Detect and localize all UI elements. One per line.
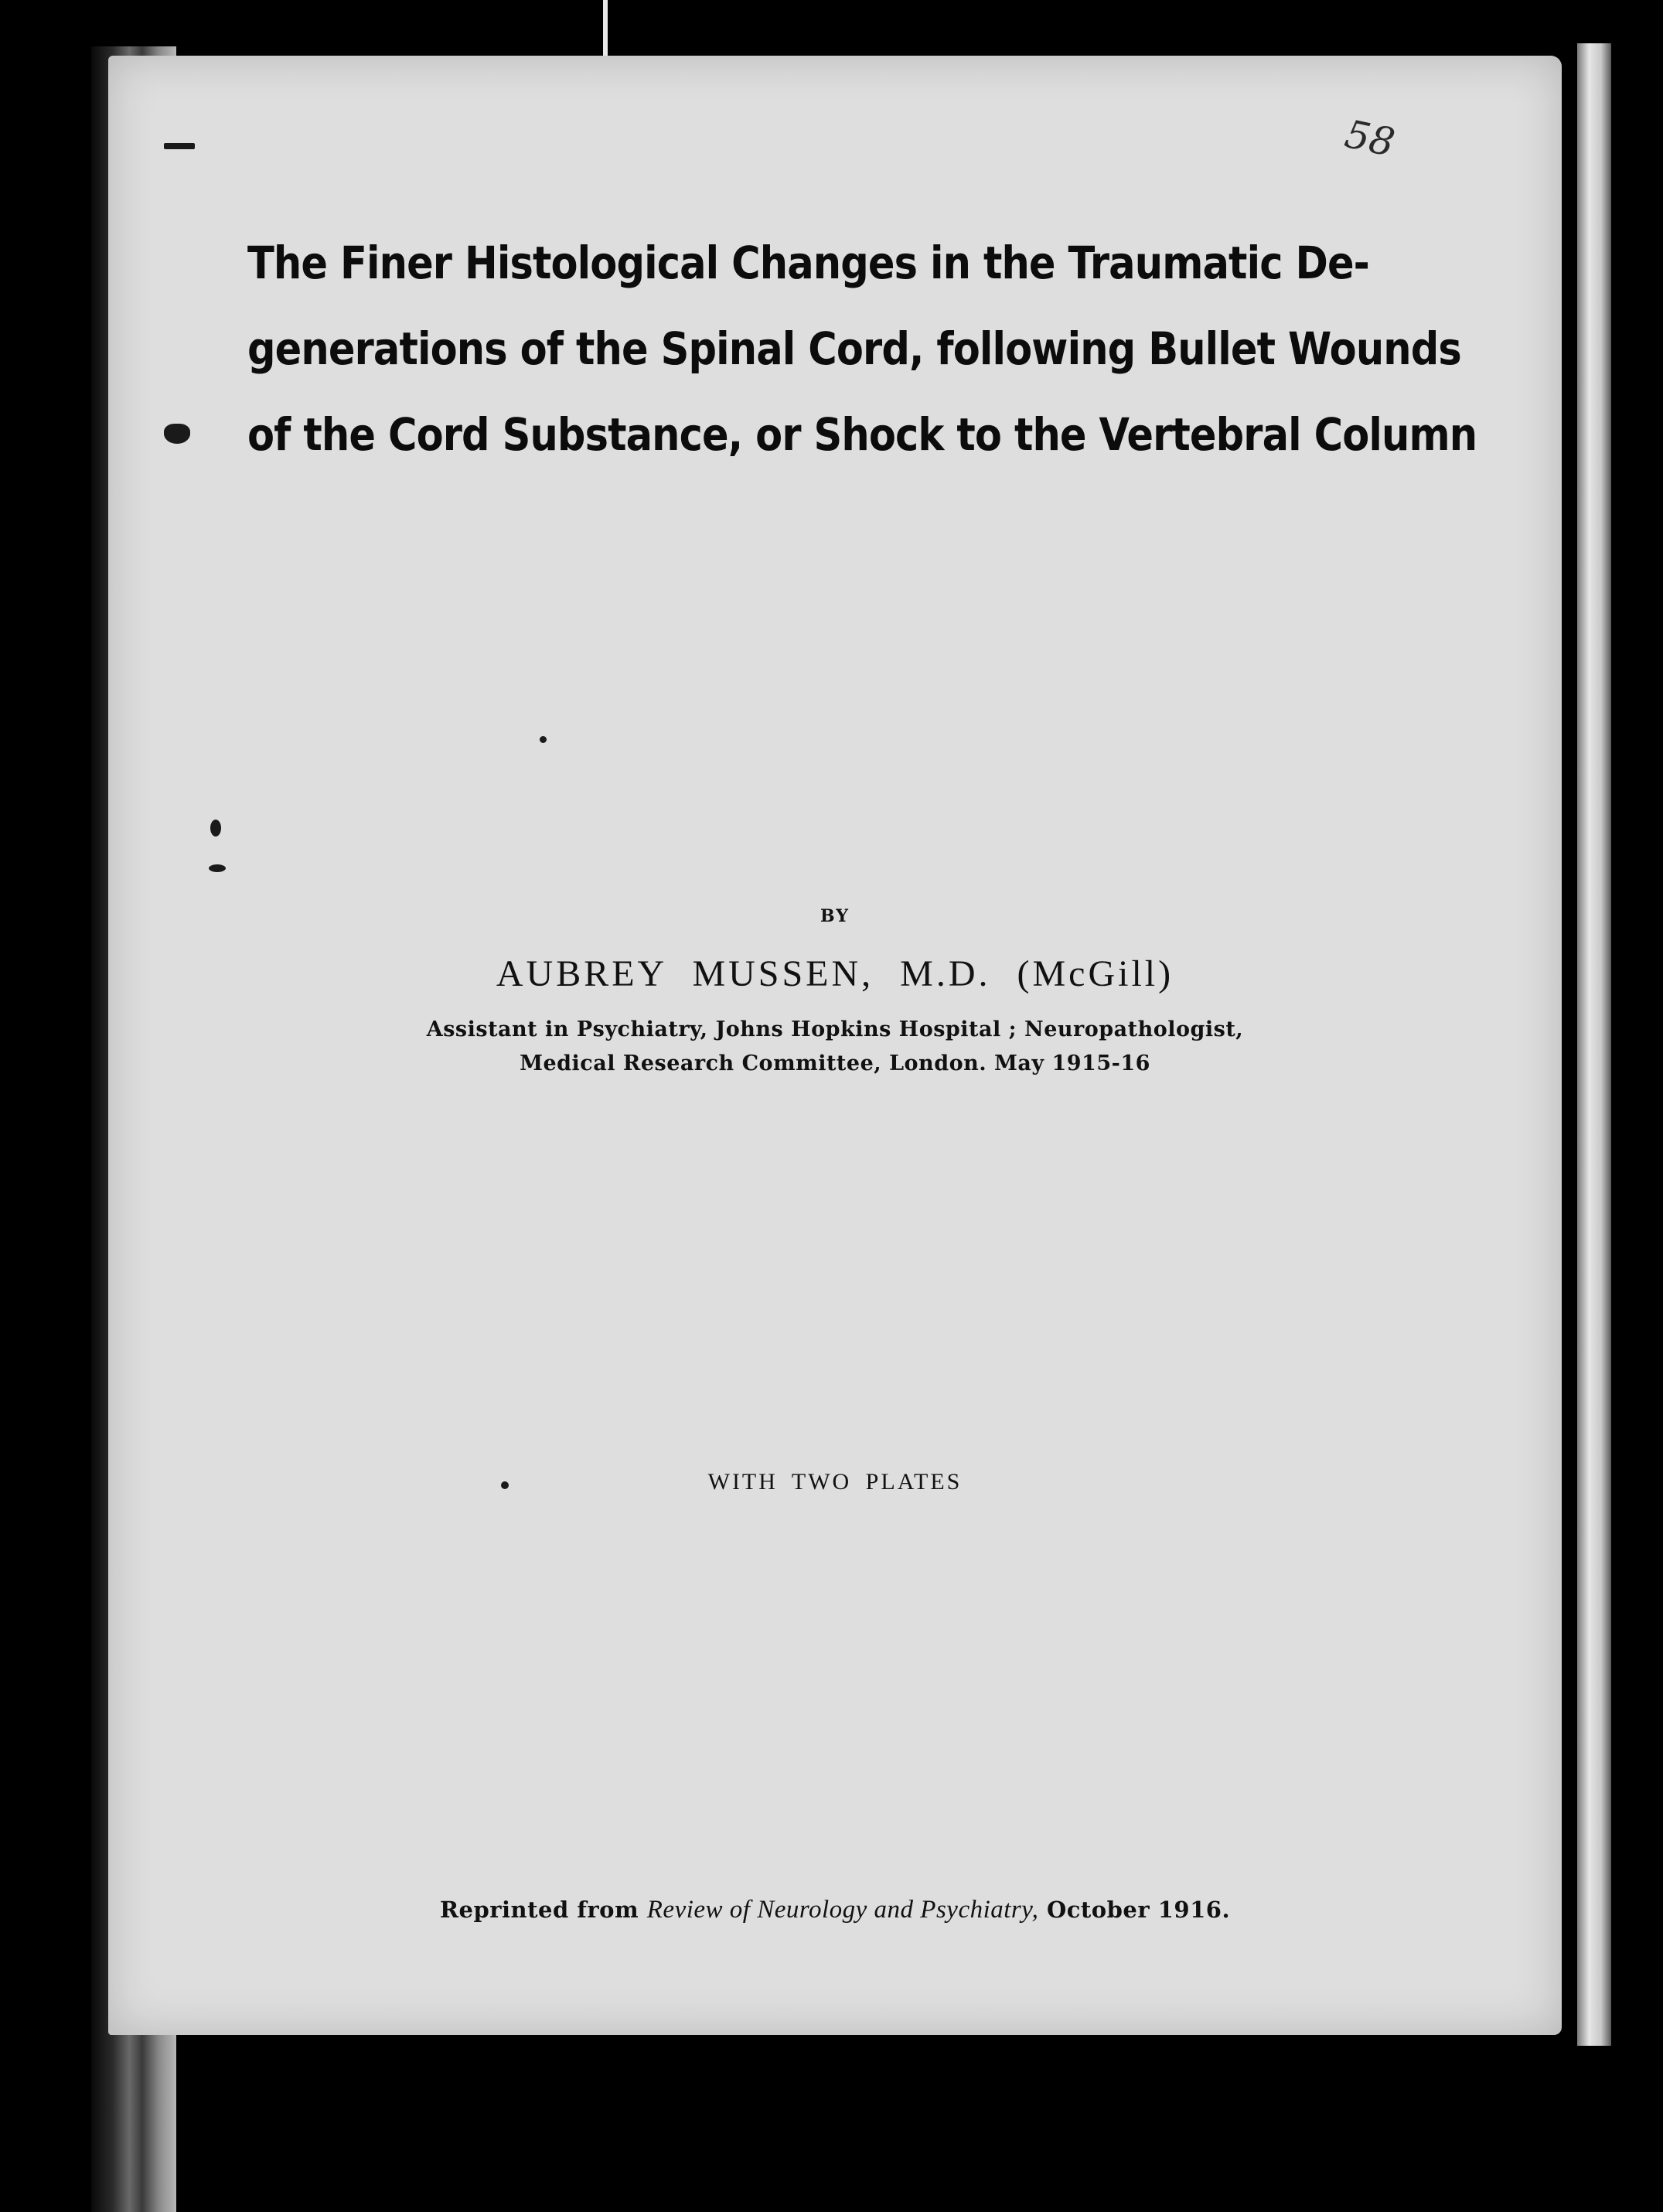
scan-speck bbox=[210, 820, 221, 837]
scan-artifact-line bbox=[603, 0, 608, 60]
page-edge bbox=[1577, 43, 1611, 2046]
scan-speck bbox=[164, 424, 190, 444]
journal-name: Review of Neurology and Psychiatry, bbox=[646, 1896, 1039, 1924]
handwritten-note: 58 bbox=[1341, 111, 1399, 165]
plates-note: WITH TWO PLATES bbox=[707, 1469, 963, 1495]
title-line-2: generations of the Spinal Cord, following Bullet Wounds bbox=[247, 322, 1461, 375]
byline: BY bbox=[820, 906, 850, 926]
scan-speck bbox=[164, 143, 195, 149]
reprint-prefix: Reprinted from bbox=[439, 1897, 639, 1923]
reprint-note bbox=[108, 1896, 1562, 1924]
affiliation-line-1: Assistant in Psychiatry, Johns Hopkins Hospital ; Neuropathologist, bbox=[426, 1017, 1244, 1041]
document-title bbox=[247, 220, 1477, 478]
title-line-1: The Finer Histological Changes in the Traumatic De- bbox=[247, 237, 1369, 289]
title-line-3: of the Cord Substance, or Shock to the Vertebral Column bbox=[247, 408, 1477, 461]
affiliation-line-2: Medical Research Committee, London. May 1915-16 bbox=[520, 1051, 1150, 1075]
scan-speck bbox=[209, 864, 226, 872]
scan-speck bbox=[540, 736, 547, 743]
reprint-date: October 1916. bbox=[1046, 1897, 1231, 1923]
scan-speck bbox=[501, 1481, 509, 1489]
author-name: AUBREY MUSSEN, M.D. (McGill) bbox=[496, 953, 1174, 994]
